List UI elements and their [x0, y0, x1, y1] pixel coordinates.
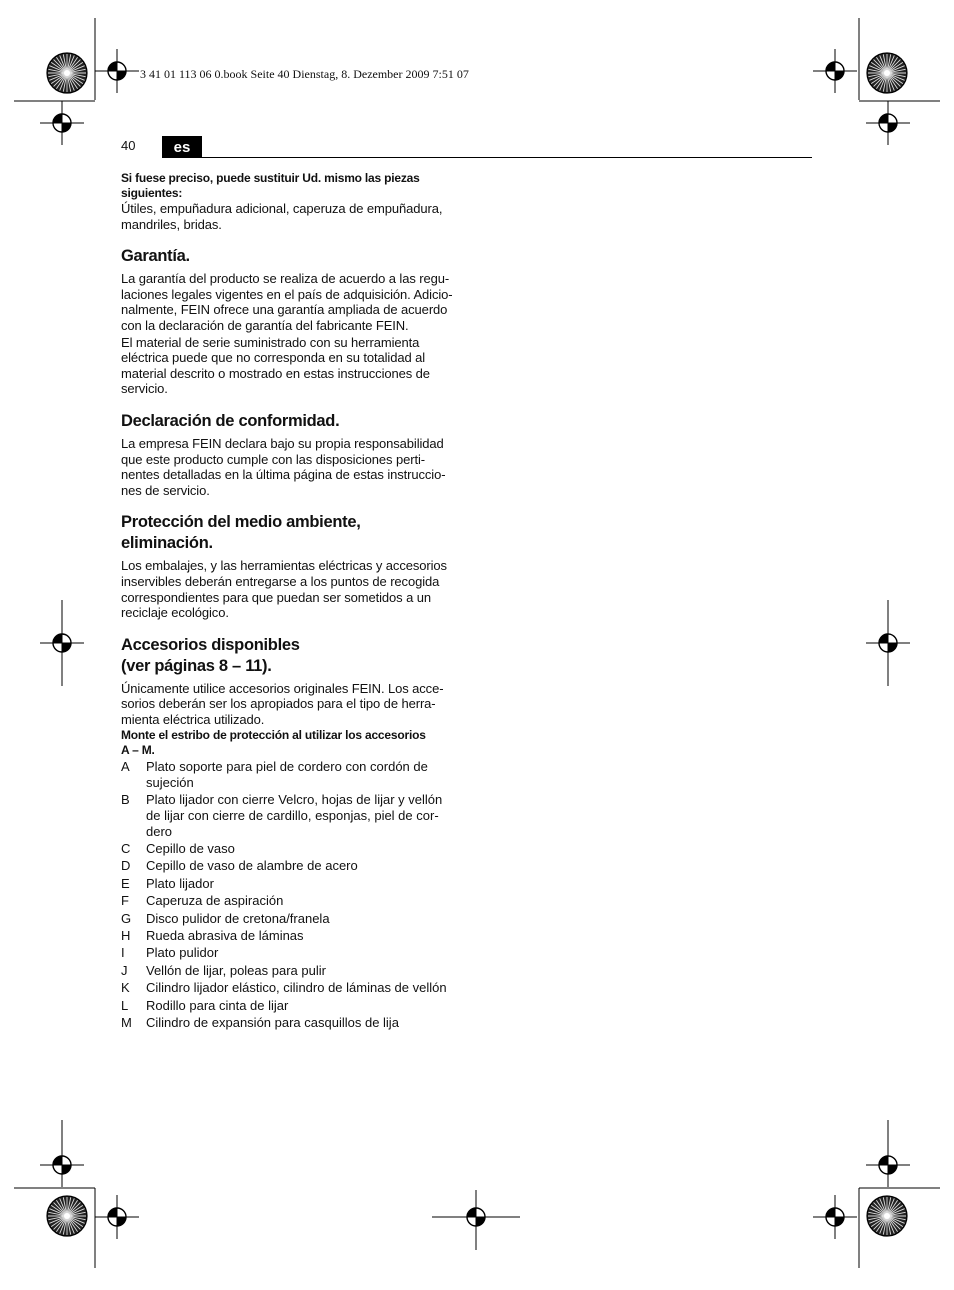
- text-line: La empresa FEIN declara bajo su propia responsabilidad: [121, 435, 444, 451]
- text-line: Plato lijador con cierre Velcro, hojas de lijar y vellón: [146, 792, 443, 808]
- text-line: A – M.: [121, 743, 155, 758]
- text-line: nes de servicio.: [121, 482, 210, 498]
- text-line: siguientes:: [121, 186, 183, 200]
- text-line: Vellón de lijar, poleas para pulir: [146, 962, 326, 978]
- list-item-text: [146, 1015, 461, 1031]
- text-line: laciones legales vigentes en el país de adquisición. Adicio-: [121, 286, 453, 302]
- heading-line: Protección del medio ambiente,: [121, 513, 361, 532]
- list-item-key: M: [121, 1014, 132, 1030]
- text-line: Disco pulidor de cretona/franela: [146, 910, 330, 926]
- list-item-text: [146, 945, 461, 961]
- text-line: Útiles, empuñadura adicional, caperuza de empuñadura,: [121, 201, 443, 216]
- list-item-text: [146, 759, 461, 790]
- text-line: sorios deberán ser los apropiados para el tipo de herra-: [121, 696, 436, 712]
- text-line: nentes detalladas en la última página de estas instruccio-: [121, 467, 446, 483]
- text-line: Cilindro lijador elástico, cilindro de láminas de vellón: [146, 980, 447, 996]
- list-item: [121, 1015, 461, 1031]
- list-item-text: [146, 963, 461, 979]
- text-line: Monte el estribo de protección al utilizar los accesorios: [121, 728, 426, 743]
- text-line: nalmente, FEIN ofrece una garantía ampliada de acuerdo: [121, 302, 448, 318]
- list-item: [121, 998, 461, 1014]
- text-line: Plato pulidor: [146, 945, 219, 961]
- accesorios-bold-note: [121, 728, 461, 758]
- text-line: de lijar con cierre de cardillo, esponjas, piel de cor-: [146, 808, 439, 824]
- text-line: material descrito o mostrado en estas instrucciones de: [121, 365, 430, 381]
- list-item-text: [146, 998, 461, 1014]
- accessory-list: [121, 759, 461, 1030]
- text-line: Cilindro de expansión para casquillos de lija: [146, 1014, 399, 1030]
- text-line: Si fuese preciso, puede sustituir Ud. mismo las piezas: [121, 171, 420, 185]
- text-line: Los embalajes, y las herramientas eléctricas y accesorios: [121, 558, 447, 574]
- list-item-key: H: [121, 927, 131, 943]
- list-item-key: F: [121, 893, 129, 909]
- list-item: [121, 928, 461, 944]
- text-line: Únicamente utilice accesorios originales FEIN. Los acce-: [121, 680, 444, 696]
- list-item-key: I: [121, 945, 125, 961]
- list-item-key: L: [121, 997, 129, 1013]
- list-item-key: C: [121, 841, 131, 857]
- book-info-line: 3 41 01 113 06 0.book Seite 40 Dienstag, 8. Dezember 2009 7:51 07: [140, 67, 469, 81]
- text-line: con la declaración de garantía del fabricante FEIN.: [121, 317, 409, 333]
- text-line: eléctrica puede que no corresponda en su totalidad al: [121, 350, 426, 366]
- heading-medio-ambiente: [121, 512, 461, 554]
- list-item: [121, 945, 461, 961]
- text-line: Caperuza de aspiración: [146, 893, 284, 909]
- text-line: inservibles deberán entregarse a los puntos de recogida: [121, 573, 440, 589]
- list-item-text: [146, 858, 461, 874]
- text-line: dero: [146, 823, 173, 839]
- heading-line: (ver páginas 8 – 11).: [121, 656, 272, 675]
- heading-line: Declaración de conformidad.: [121, 411, 340, 430]
- intro-bold-note: [121, 171, 461, 201]
- list-item: [121, 841, 461, 857]
- list-item: [121, 963, 461, 979]
- main-column: [121, 171, 461, 1032]
- list-item-key: K: [121, 980, 130, 996]
- heading-conformidad: [121, 411, 461, 432]
- header-rule: [162, 157, 812, 158]
- list-item: [121, 911, 461, 927]
- text-line: Rueda abrasiva de láminas: [146, 927, 304, 943]
- list-item-key: G: [121, 910, 132, 926]
- text-line: El material de serie suministrado con su herramienta: [121, 334, 420, 350]
- text-line: correspondientes para que puedan ser sometidos a un: [121, 589, 431, 605]
- text-line: servicio.: [121, 381, 168, 397]
- page-number: 40: [121, 138, 136, 153]
- list-item-key: D: [121, 858, 131, 874]
- text-line: reciclaje ecológico.: [121, 605, 229, 621]
- list-item: [121, 893, 461, 909]
- list-item-text: [146, 928, 461, 944]
- list-item-text: [146, 792, 461, 839]
- text-line: Plato soporte para piel de cordero con cordón de: [146, 759, 428, 775]
- heading-line: eliminación.: [121, 534, 213, 553]
- heading-garantia: [121, 246, 461, 267]
- conformidad-paragraph: [121, 436, 461, 498]
- text-line: mandriles, bridas.: [121, 216, 222, 232]
- heading-line: Accesorios disponibles: [121, 635, 300, 654]
- list-item-text: [146, 876, 461, 892]
- list-item: [121, 876, 461, 892]
- heading-accesorios: [121, 635, 461, 677]
- list-item-key: B: [121, 792, 130, 808]
- language-badge: es: [162, 136, 202, 158]
- garantia-paragraph-2: [121, 335, 461, 397]
- heading-line: Garantía.: [121, 247, 190, 266]
- list-item-text: [146, 841, 461, 857]
- text-line: sujeción: [146, 775, 194, 791]
- list-item: [121, 792, 461, 839]
- list-item: [121, 858, 461, 874]
- text-line: La garantía del producto se realiza de acuerdo a las regu-: [121, 271, 450, 287]
- list-item: [121, 759, 461, 790]
- text-line: Plato lijador: [146, 875, 214, 891]
- list-item-key: A: [121, 759, 130, 775]
- text-line: Cepillo de vaso: [146, 841, 235, 857]
- medio-ambiente-paragraph: [121, 558, 461, 620]
- list-item-text: [146, 911, 461, 927]
- intro-paragraph: [121, 201, 461, 232]
- list-item: [121, 980, 461, 996]
- accesorios-paragraph: [121, 681, 461, 728]
- text-line: Cepillo de vaso de alambre de acero: [146, 858, 358, 874]
- list-item-key: E: [121, 875, 130, 891]
- list-item-key: J: [121, 962, 128, 978]
- garantia-paragraph-1: [121, 271, 461, 333]
- text-line: Rodillo para cinta de lijar: [146, 997, 289, 1013]
- list-item-text: [146, 893, 461, 909]
- text-line: mienta eléctrica utilizado.: [121, 711, 265, 727]
- list-item-text: [146, 980, 461, 996]
- text-line: que este producto cumple con las disposiciones perti-: [121, 451, 425, 467]
